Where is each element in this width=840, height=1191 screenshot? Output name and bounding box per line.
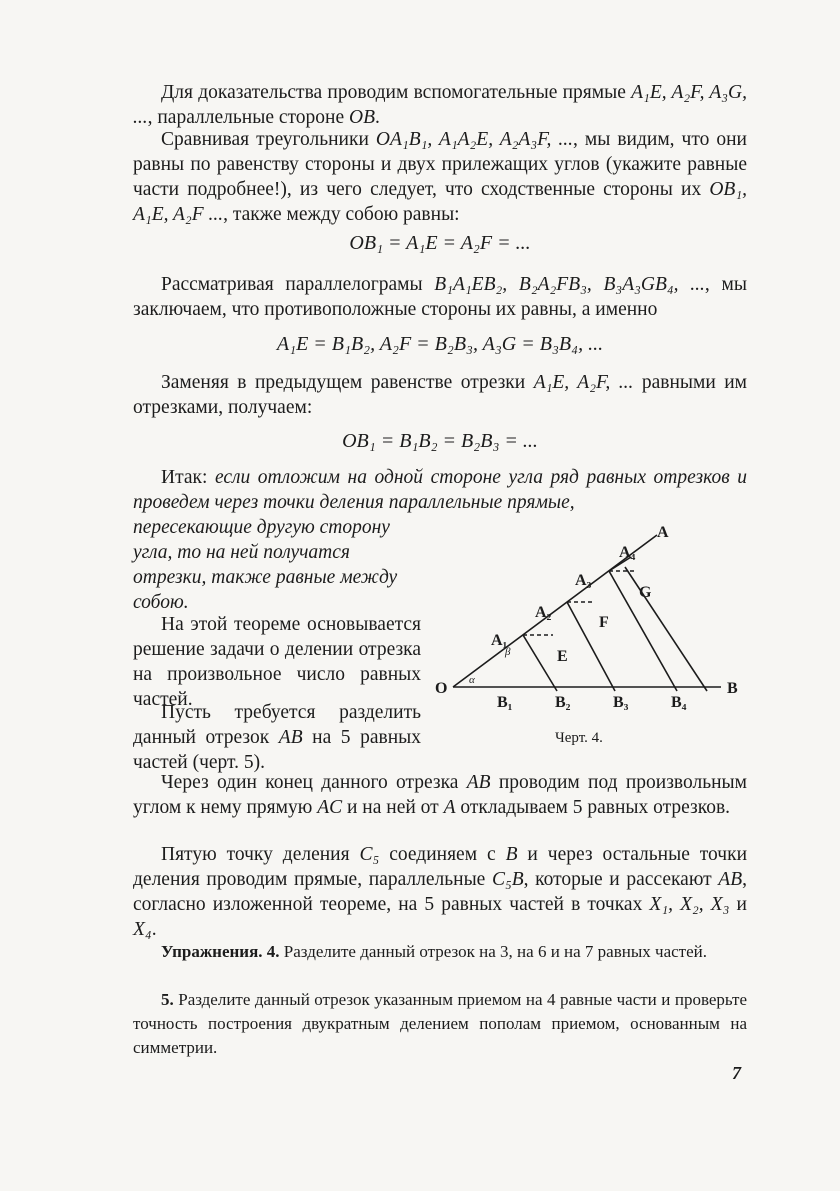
paragraph-auxiliary-lines: Для доказательства проводим вспомогательные прямые A₁E, A₂F, A₃G, ..., параллельные стороне OB.	[133, 82, 747, 128]
transversal-1	[523, 635, 557, 691]
formula-3: OB₁ = B₁B₂ = B₂B₃ = ...	[342, 430, 538, 452]
label-alpha: α	[469, 674, 475, 686]
label-a1: A₁	[491, 632, 508, 649]
paragraph-division: Пятую точку деления C₅ соединяем с B и через остальные точки деления проводим прямые, параллельные C₅B, которые и рассекают AB, согласно изложенной теореме, на 5 равных частей в точках X₁, X₂, X₃ и X₄.	[133, 844, 748, 940]
formula-2: A₁E = B₁B₂, A₂F = B₂B₃, A₃G = B₃B₄, ...	[276, 333, 604, 355]
label-a2: A₂	[535, 604, 552, 621]
label-a: A	[657, 524, 669, 541]
paragraph-construction: Через один конец данного отрезка AB проводим под произвольным углом к нему прямую AC и на ней от A откладываем 5 равных отрезков.	[133, 772, 747, 818]
figure-caption: Черт. 4.	[555, 730, 603, 746]
label-b4: B₄	[671, 694, 687, 711]
label-b1: B₁	[497, 694, 513, 711]
theorem-part-1: если отложим на одной стороне угла ряд равных отрезков и проведем через точки деления параллельные прямые,	[133, 467, 747, 513]
figure-drawing	[425, 515, 755, 725]
label-b2: B₂	[555, 694, 571, 711]
label-beta: β	[505, 646, 511, 658]
paragraph-parallelograms: Рассматривая параллелограмы B₁A₁EB₂, B₂A₂FB₃, B₃A₃GB₄, ..., мы заключаем, что противоположные стороны их равны, а именно	[133, 274, 747, 320]
label-g: G	[639, 584, 652, 601]
label-a3: A₃	[575, 572, 592, 589]
formula-1: OB₁ = A₁E = A₂F = ...	[349, 232, 531, 254]
label-o: O	[435, 680, 448, 697]
label-a4: A₄	[619, 544, 636, 561]
theorem-statement: Итак: если отложим на одной стороне угла ряд равных отрезков и проведем через точки деления параллельные прямые,	[133, 467, 747, 513]
label-b3: B₃	[613, 694, 629, 711]
paragraph-task: Пусть требуется разделить данный отрезок AB на 5 равных частей (черт. 5).	[133, 702, 421, 773]
label-f: F	[599, 614, 609, 631]
paragraph-replace: Заменяя в предыдущем равенстве отрезки A₁E, A₂F, ... равными им отрезками, получаем:	[133, 372, 748, 418]
label-b: B	[727, 680, 738, 697]
page-number: 7	[732, 1063, 741, 1083]
exercise-5: 5. Разделите данный отрезок указанным приемом на 4 равные части и проверьте точность построения двукратным делением пополам приемом, основанным на симметрии.	[133, 990, 747, 1057]
paragraph-triangles: Сравнивая треугольники OA₁B₁, A₁A₂E, A₂A₃F, ..., мы видим, что они равны по равенству стороны и двух прилежащих углов (укажите равные части подробнее!), из чего следует, что сходственные стороны их OB₁, A₁E, A₂F ..., также между собою равны:	[133, 129, 747, 225]
theorem-continuation: пересекающие другую сторону угла, то на ней получатся отрезки, также равные между собою.	[133, 517, 398, 613]
exercise-4: Упражнения. 4. Разделите данный отрезок на 3, на 6 и на 7 равных частей.	[161, 942, 707, 961]
label-e: E	[557, 648, 568, 665]
paragraph-theorem-basis: На этой теореме основывается решение задачи о делении отрезка на произвольное число равных частей.	[133, 614, 421, 710]
